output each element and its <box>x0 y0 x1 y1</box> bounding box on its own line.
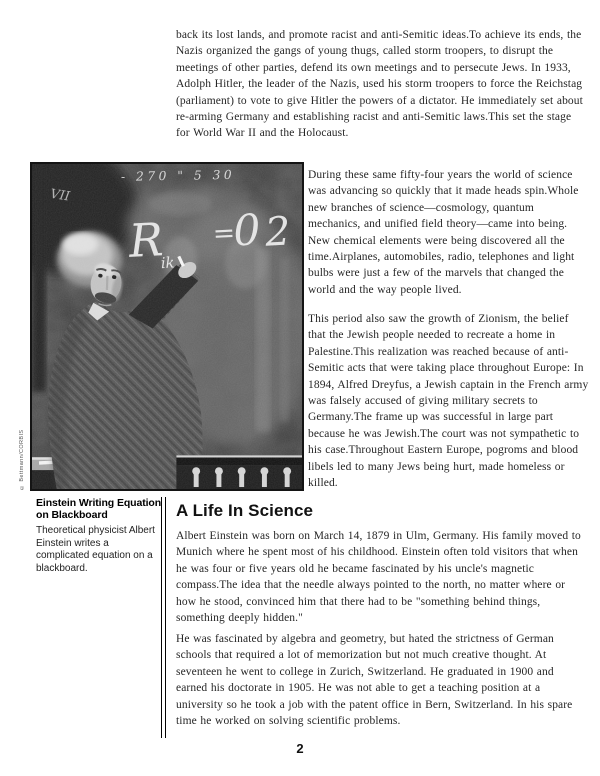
caption-title-line2: on Blackboard <box>36 509 108 521</box>
education-paragraph: He was fascinated by algebra and geometry, but hated the strictness of German schools that required a lot of memorization but not much creative thought. At seventeen he went to college in Zurich, Switzerland. He graduated in 1900 and earned his doctorate in 1905. He was not able to get a teaching position at a university so he took a job with the patent office in Bern, Switzerland. In his spare time he worked on solving scientific problems. <box>176 633 573 728</box>
zionism-paragraph: This period also saw the growth of Zionism, the belief that the Jewish people needed to recreate a home in Palestine.This realization was reached because of anti-Semitic acts that were taking place throughout Europe: In 1894, Alfred Dreyfus, a Jewish captain in the French army was falsely accused of giving military secrets to Germany.The frame up was successful in large part because he was Jewish.The court was not sympathetic to his case.Throughout Eastern Europe, pogroms and blood libels led to many Jews being hurt, made homeless or killed. <box>308 313 589 490</box>
caption-body: Theoretical physicist Albert Einstein writes a complicated equation on a blackboard. <box>36 525 155 574</box>
intro-paragraph: back its lost lands, and promote racist and anti-Semitic ideas.To achieve its ends, the Nazis organized the gangs of young thugs, called storm troopers, to disrupt the meetings of other parties, defend its own meetings and to persecute Jews. In 1933, Adolph Hitler, the leader of the Nazis, used his storm troopers to force the Reichstag (parliament) to vote to give Hitler the powers of a dictator. He immediately set about re-arming Germany and establishing racist and anti-Semitic laws.This set the stage for World War II and the Holocaust. <box>176 29 583 140</box>
page-number: 2 <box>296 741 304 756</box>
photo-caption <box>36 497 164 575</box>
einstein-photo <box>30 162 304 491</box>
birth-paragraph: Albert Einstein was born on March 14, 1879 in Ulm, Germany. His family moved to Munich where he spent most of his childhood. Einstein often told visitors that when he was four or five years old he became fascinated by his uncle's magnetic compass.The idea that the needle always pointed to the north, no matter where or how he stood, convinced him that there had to be "something behind things, something deeply hidden." <box>176 530 581 625</box>
science-advances-paragraph: During these same fifty-four years the world of science was advancing so quickly that it made heads spin.Whole new branches of science—cosmology, quantum mechanics, and unified field theory—came into being. New chemical elements were being discovered all the time.Airplanes, automobiles, radio, telephones and light bulbs were just a few of the marvels that changed the world and the way people lived. <box>308 169 579 296</box>
caption-title-line1: Einstein Writing Equation <box>36 497 162 509</box>
section-heading: A Life In Science <box>176 501 314 520</box>
einstein-photo-illustration <box>32 164 302 489</box>
vertical-divider <box>161 497 166 738</box>
photo-credit: © Bettmann/CORBIS <box>19 429 25 490</box>
